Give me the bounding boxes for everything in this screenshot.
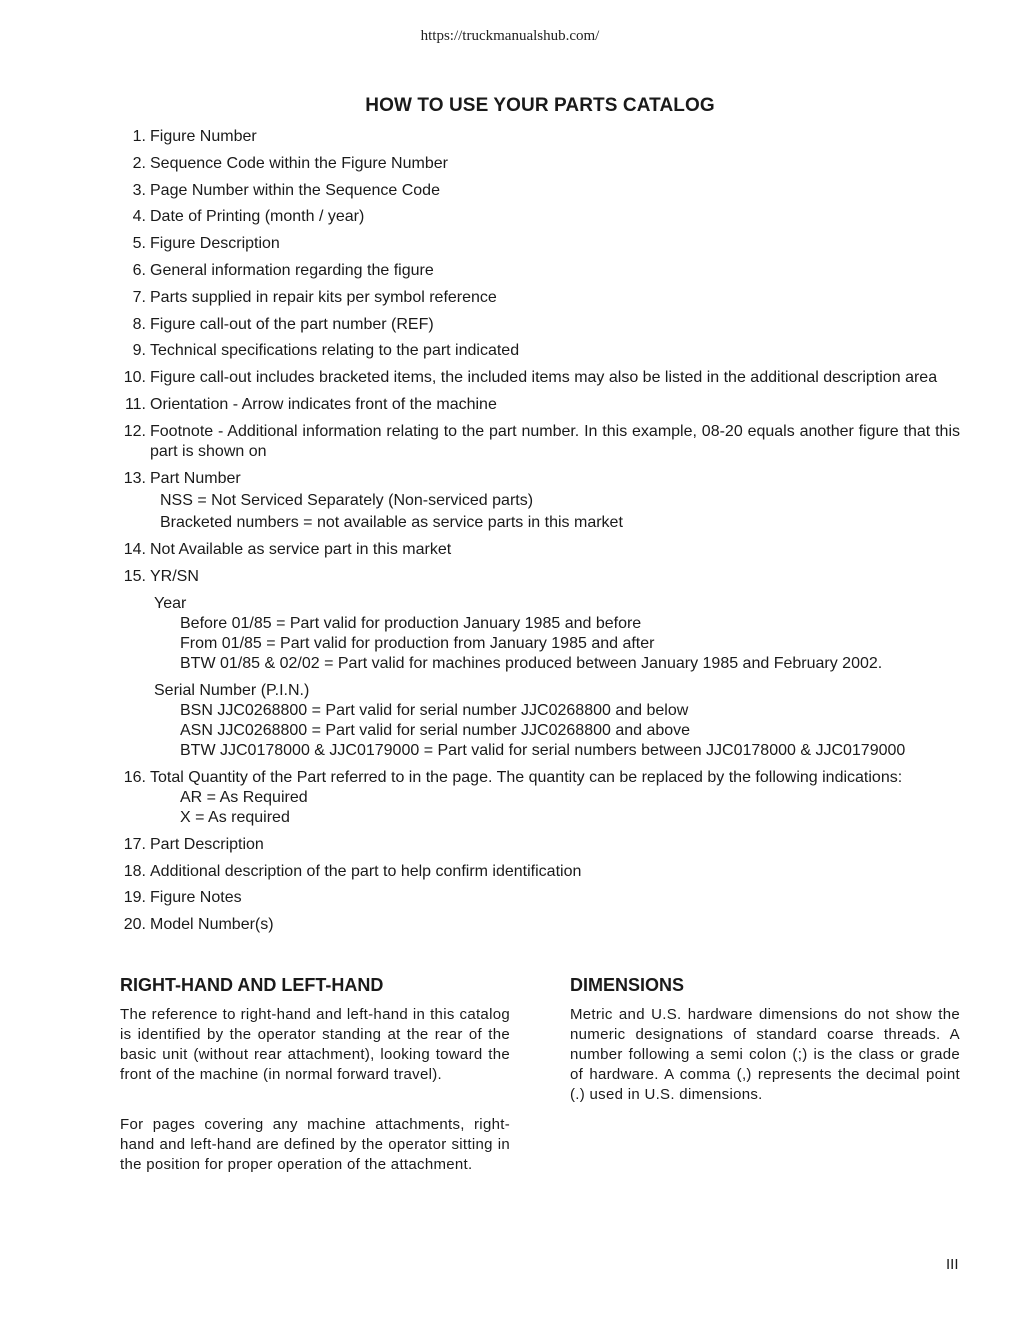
yr-sn-details — [150, 593, 960, 761]
item-number: 19. — [123, 889, 146, 907]
item-number: 3. — [132, 181, 146, 199]
item-text: Date of Printing (month / year) — [150, 208, 365, 226]
item-number: 16. — [123, 768, 146, 786]
list-item — [120, 915, 960, 935]
list-item — [120, 207, 960, 227]
item-text: Figure call-out includes bracketed items, the included items may also be listed in the additional description area — [150, 369, 938, 387]
list-item — [120, 315, 960, 335]
item-number: 18. — [123, 862, 146, 880]
list-item — [120, 154, 960, 174]
item-number: 10. — [123, 369, 146, 387]
dimensions-paragraph: Metric and U.S. hardware dimensions do not show the numeric designations of standard coarse threads. A number following a semi colon (;) is the class or grade of hardware. A comma (,) represents the decimal point (.) used in U.S. dimensions. — [570, 1006, 960, 1103]
sub-line: Bracketed numbers = not available as service parts in this market — [160, 513, 623, 531]
quantity-indication: X = As required — [180, 808, 290, 826]
item-number: 14. — [123, 541, 146, 559]
item-text: Figure Notes — [150, 889, 242, 907]
item-text: Parts supplied in repair kits per symbol reference — [150, 288, 497, 306]
item-number: 12. — [123, 422, 146, 440]
item-text: Model Number(s) — [150, 916, 274, 934]
serial-line: BTW JJC0178000 & JJC0179000 = Part valid for serial numbers between JJC0178000 & JJC0179000 — [180, 742, 906, 760]
year-line: From 01/85 = Part valid for production from January 1985 and after — [180, 635, 655, 653]
item-number: 4. — [132, 208, 146, 226]
list-item — [120, 261, 960, 281]
item-text: Total Quantity of the Part referred to in the page. The quantity can be replaced by the following indications: — [150, 768, 903, 786]
list-item — [120, 540, 960, 560]
item-number: 6. — [132, 261, 146, 279]
item-number: 20. — [123, 916, 146, 934]
serial-label: Serial Number (P.I.N.) — [154, 682, 310, 700]
item-number: 1. — [132, 128, 146, 145]
list-item — [120, 469, 960, 534]
item-number: 2. — [132, 154, 146, 172]
item-text: Figure call-out of the part number (REF) — [150, 315, 434, 333]
item-text: Part Description — [150, 835, 264, 853]
item-text: Orientation - Arrow indicates front of the machine — [150, 395, 497, 413]
item-text: Technical specifications relating to the part indicated — [150, 342, 520, 360]
list-item — [120, 888, 960, 908]
list-item — [120, 341, 960, 361]
list-item — [120, 862, 960, 882]
section-heading-right-left-hand: RIGHT-HAND AND LEFT-HAND — [120, 975, 384, 995]
sub-line: NSS = Not Serviced Separately (Non-serviced parts) — [160, 491, 534, 509]
source-url: https://truckmanualshub.com/ — [420, 28, 600, 44]
list-item — [120, 234, 960, 254]
item-text: Not Available as service part in this market — [150, 541, 452, 559]
right-left-hand-paragraph: The reference to right-hand and left-hand in this catalog is identified by the operator standing at the rear of the basic unit (without rear attachment), looking toward the front of the machine (in normal forward travel). — [120, 1006, 510, 1083]
item-number: 7. — [132, 288, 146, 306]
item-number: 8. — [132, 315, 146, 333]
list-item — [120, 422, 960, 462]
item-text: Sequence Code within the Figure Number — [150, 154, 448, 172]
item-number: 15. — [123, 568, 146, 586]
list-item — [120, 395, 960, 415]
catalog-usage-list — [120, 127, 960, 942]
list-item — [120, 835, 960, 855]
serial-line: ASN JJC0268800 = Part valid for serial number JJC0268800 and above — [180, 722, 691, 740]
list-item — [120, 288, 960, 308]
serial-line: BSN JJC0268800 = Part valid for serial number JJC0268800 and below — [180, 702, 689, 720]
list-item — [120, 127, 960, 147]
page-title: HOW TO USE YOUR PARTS CATALOG — [365, 95, 715, 116]
item-number: 11. — [124, 395, 146, 413]
item-text: General information regarding the figure — [150, 261, 434, 279]
item-text: Figure Description — [150, 235, 280, 253]
list-item — [120, 181, 960, 201]
section-heading-dimensions: DIMENSIONS — [570, 975, 685, 995]
year-line: BTW 01/85 & 02/02 = Part valid for machines produced between January 1985 and February 2002. — [180, 655, 883, 673]
item-text: Page Number within the Sequence Code — [150, 181, 440, 199]
attachments-paragraph: For pages covering any machine attachments, right-hand and left-hand are defined by the operator sitting in the position for proper operation of the attachment. — [120, 1116, 510, 1173]
item-text: Part Number — [150, 469, 241, 487]
item-number: 9. — [132, 342, 146, 360]
list-item — [120, 768, 960, 828]
item-text: Additional description of the part to help confirm identification — [150, 862, 582, 880]
quantity-indication: AR = As Required — [180, 788, 308, 806]
list-item — [120, 368, 960, 388]
item-text: Footnote - Additional information relating to the part number. In this example, 08-20 equals another figure that this part is shown on — [150, 422, 960, 460]
year-line: Before 01/85 = Part valid for production January 1985 and before — [180, 615, 642, 633]
year-label: Year — [154, 595, 187, 613]
item-text: YR/SN — [150, 568, 199, 586]
part-number-notes — [150, 490, 960, 534]
item-number: 5. — [132, 235, 146, 253]
list-item — [120, 567, 960, 761]
item-number: 17. — [123, 835, 146, 853]
page-number: III — [946, 1256, 959, 1273]
item-text: Figure Number — [150, 128, 257, 145]
item-number: 13. — [123, 469, 146, 487]
